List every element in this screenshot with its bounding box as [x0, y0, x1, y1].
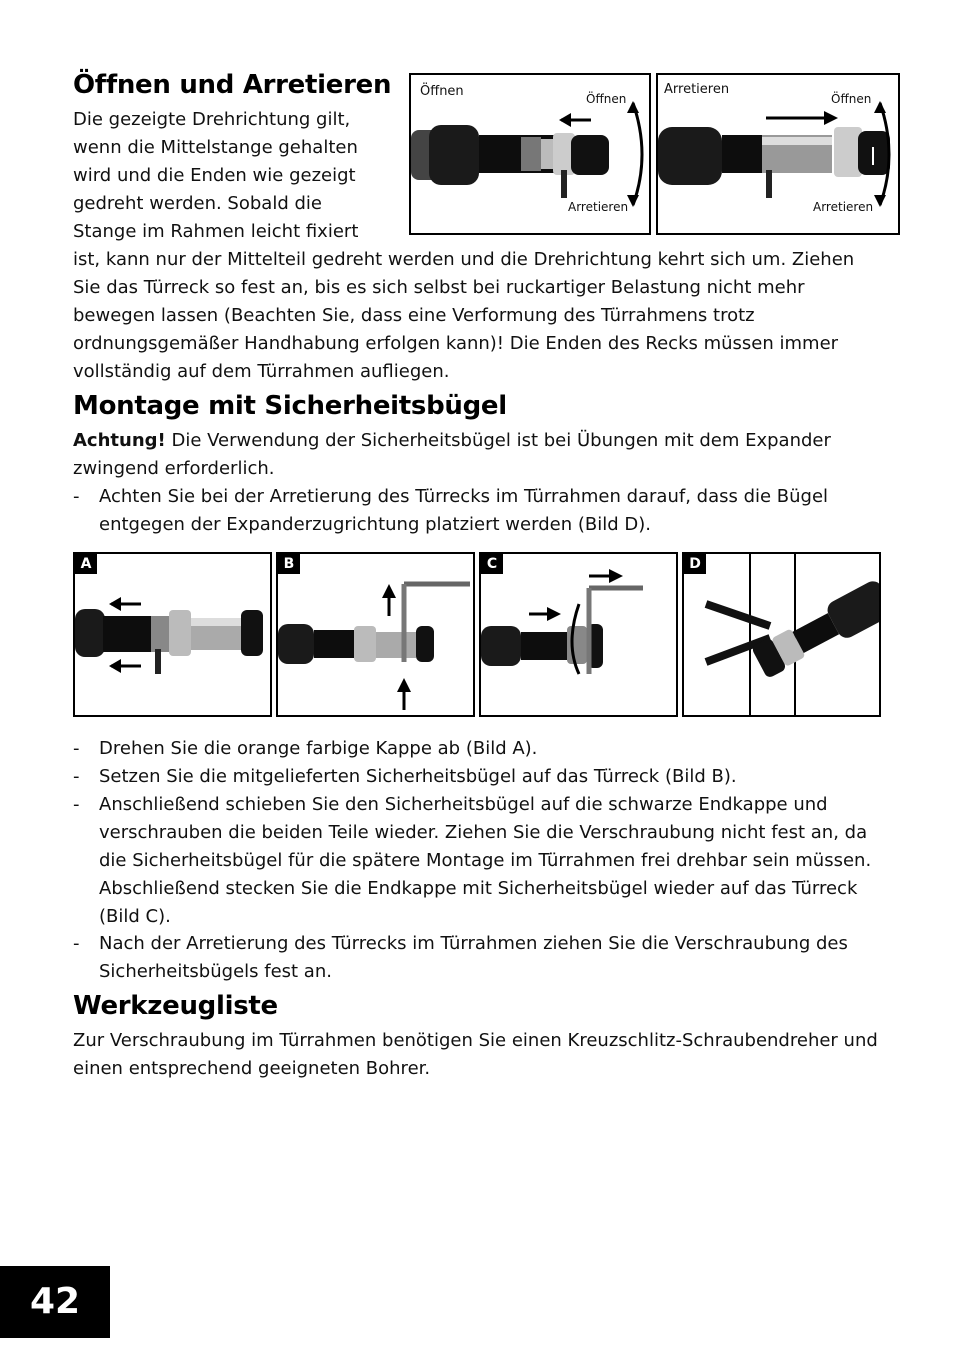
bullet-text: Drehen Sie die orange farbige Kappe ab (Bild A).: [99, 738, 538, 759]
image-a: [73, 552, 272, 717]
photo-oeffnen: [409, 73, 651, 235]
photo-arretieren-top-label: Öffnen: [831, 92, 872, 106]
bullet-intro: [73, 483, 878, 539]
image-d: [682, 552, 881, 717]
photo-oeffnen-title: Öffnen: [420, 84, 464, 99]
photo-oeffnen-top-label: Öffnen: [586, 92, 627, 106]
bullet-text: Anschließend schieben Sie den Sicherheitsbügel auf die schwarze Endkappe und verschrauben die beiden Teile wieder. Ziehen Sie die Verschraubung nicht fest an, da die Sicherheitsbügel für die spätere Montage im Türrahmen frei drehbar sein müssen. Abschließend stecken Sie die Endkappe mit Sicherheitsbügel wieder auf das Türreck (Bild C).: [99, 794, 872, 927]
image-d-letter: D: [684, 554, 706, 574]
image-b-letter: B: [278, 554, 300, 574]
warning-text: Die Verwendung der Sicherheitsbügel ist bei Übungen mit dem Expander zwingend erforderlich.: [73, 430, 831, 479]
image-a-letter: A: [75, 554, 97, 574]
bracket-placement-illustration: [278, 554, 473, 715]
photo-oeffnen-bottom-label: Arretieren: [568, 200, 629, 214]
photo-arretieren-title: Arretieren: [664, 82, 730, 97]
photo-arretieren: [656, 73, 900, 235]
image-c-letter: C: [481, 554, 503, 574]
intro-line-5: Stange im Rahmen leicht fixiert: [73, 221, 359, 242]
intro-line-4: gedreht werden. Sobald die: [73, 193, 322, 214]
bullet-dash: -: [73, 486, 80, 507]
page-number: 42: [0, 1266, 110, 1338]
bullet-dash: -: [73, 933, 80, 954]
intro-line-2: wenn die Mittelstange gehalten: [73, 137, 358, 158]
bullet-dash: -: [73, 766, 80, 787]
werkzeugliste-text: Zur Verschraubung im Türrahmen benötigen Sie einen Kreuzschlitz-Schraubendreher und einen entsprechend geeigneten Bohrer.: [73, 1030, 878, 1079]
bullet-1: [73, 735, 878, 763]
bracket-screwing-illustration: [481, 554, 676, 715]
photo-arretieren-bottom-label: Arretieren: [813, 200, 874, 214]
intro-line-1: Die gezeigte Drehrichtung gilt,: [73, 109, 351, 130]
bullet-4: [73, 930, 878, 986]
image-c: [479, 552, 678, 717]
door-frame-mounted-illustration: [684, 554, 879, 715]
warning-paragraph: [73, 427, 873, 483]
warning-label: Achtung!: [73, 430, 166, 451]
bullet-3: [73, 791, 878, 931]
bullet-text: Achten Sie bei der Arretierung des Türrecks im Türrahmen darauf, dass die Bügel entgegen der Expanderzugrichtung platziert werden (Bild D).: [99, 486, 829, 535]
image-b: [276, 552, 475, 717]
intro-line-3: wird und die Enden wie gezeigt: [73, 165, 356, 186]
bullet-2: [73, 763, 878, 791]
heading-montage-sicherheitsbuegel: Montage mit Sicherheitsbügel: [73, 391, 507, 421]
heading-oeffnen-arretieren: Öffnen und Arretieren: [73, 70, 392, 100]
intro-paragraph: ist, kann nur der Mittelteil gedreht werden und die Drehrichtung kehrt sich um. Ziehen Sie das Türreck so fest an, bis es sich selbst bei ruckartiger Belastung nicht mehr bewegen lassen (Beachten Sie, dass eine Verformung des Türrahmens trotz ordnungsgemäßer Handhabung erfolgen kann)! Die Enden des Recks müssen immer vollständig auf dem Türrahmen aufliegen.: [73, 249, 855, 382]
bullet-text: Setzen Sie die mitgelieferten Sicherheitsbügel auf das Türreck (Bild B).: [99, 766, 737, 787]
bullet-dash: -: [73, 794, 80, 815]
bullet-text: Nach der Arretierung des Türrecks im Türrahmen ziehen Sie die Verschraubung des Sicherheitsbügels fest an.: [99, 933, 848, 982]
bar-cap-removed-illustration: [75, 554, 270, 715]
heading-werkzeugliste: Werkzeugliste: [73, 991, 278, 1021]
bullet-dash: -: [73, 738, 80, 759]
